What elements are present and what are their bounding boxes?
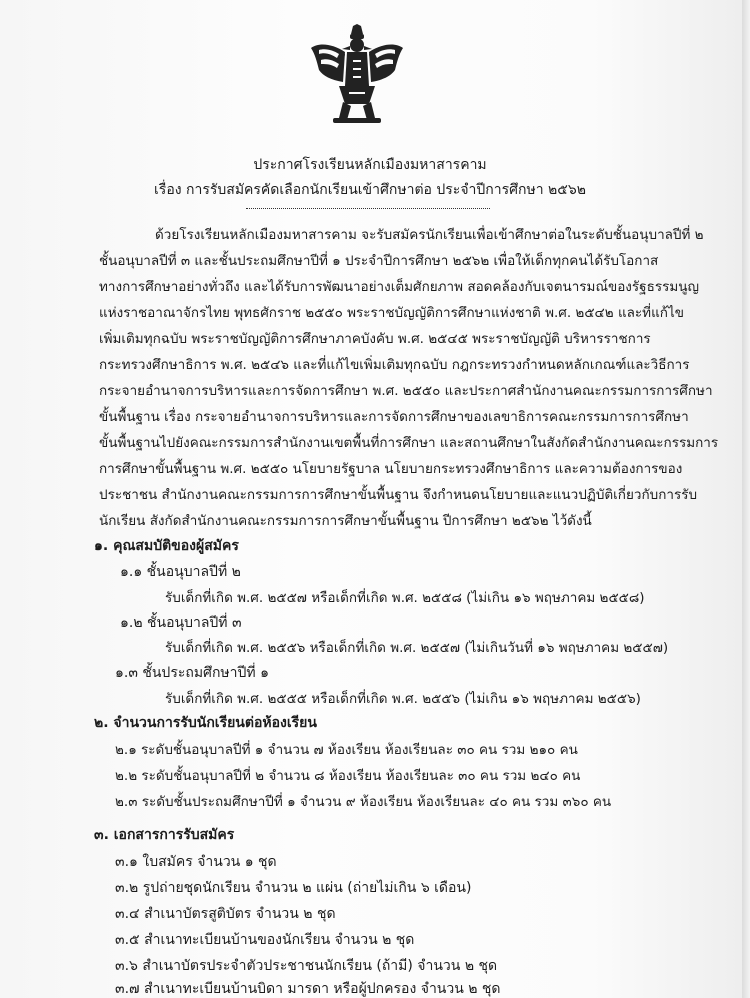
intro-line: ด้วยโรงเรียนหลักเมืองมหาสารคาม จะรับสมัครนักเรียนเพื่อเข้าศึกษาต่อในระดับชั้นอนุบาลปีที่ ๒ — [155, 227, 704, 243]
section1-item-label: ๑.๓ ชั้นประถมศึกษาปีที่ ๑ — [115, 665, 269, 681]
page-edge-shadow — [742, 0, 750, 998]
announcement-subject: เรื่อง การรับสมัครคัดเลือกนักเรียนเข้าศึกษาต่อ ประจำปีการศึกษา ๒๕๖๒ — [154, 182, 586, 198]
intro-line: เพิ่มเติมทุกฉบับ พระราชบัญญัติการศึกษาภาคบังคับ พ.ศ. ๒๕๔๕ พระราชบัญญัติ บริหารราชการ — [99, 331, 651, 347]
section3-item: ๓.๔ สำเนาบัตรสูติบัตร จำนวน ๒ ชุด — [115, 906, 336, 922]
intro-line: ชั้นอนุบาลปีที่ ๓ และชั้นประถมศึกษาปีที่ ๑ ประจำปีการศึกษา ๒๕๖๒ เพื่อให้เด็กทุกคนได้รับโอกาส — [99, 253, 659, 269]
intro-line: ประชาชน สำนักงานคณะกรรมการการศึกษาขั้นพื้นฐาน จึงกำหนดนโยบายและแนวปฏิบัติเกี่ยวกับการรับ — [99, 487, 698, 503]
section3-item: ๓.๗ สำเนาทะเบียนบ้านบิดา มารดา หรือผู้ปกครอง จำนวน ๒ ชุด — [115, 981, 501, 997]
section2-item: ๒.๒ ระดับชั้นอนุบาลปีที่ ๒ จำนวน ๘ ห้องเรียน ห้องเรียนละ ๓๐ คน รวม ๒๔๐ คน — [115, 768, 581, 784]
intro-line: กระจายอำนาจการบริหารและการจัดการศึกษา พ.ศ. ๒๕๕๐ และประกาศสำนักงานคณะกรรมการการศึกษา — [99, 383, 713, 399]
section3-item: ๓.๑ ใบสมัคร จำนวน ๑ ชุด — [115, 854, 277, 870]
section3-item: ๓.๕ สำเนาทะเบียนบ้านของนักเรียน จำนวน ๒ ชุด — [115, 932, 415, 948]
announcement-title: ประกาศโรงเรียนหลักเมืองมหาสารคาม — [253, 157, 487, 173]
section1-item-detail: รับเด็กที่เกิด พ.ศ. ๒๕๕๕ หรือเด็กที่เกิด พ.ศ. ๒๕๕๖ (ไม่เกิน ๑๖ พฤษภาคม ๒๕๕๖) — [165, 691, 641, 707]
intro-line: ขั้นพื้นฐาน เรื่อง กระจายอำนาจการบริหารและการจัดการศึกษาของเลขาธิการคณะกรรมการการศึกษา — [99, 409, 689, 425]
intro-line: ขั้นพื้นฐานไปยังคณะกรรมการสำนักงานเขตพื้นที่การศึกษา และสถานศึกษาในสังกัดสำนักงานคณะกรรมการ — [99, 435, 719, 451]
intro-line: กระทรวงศึกษาธิการ พ.ศ. ๒๕๔๖ และที่แก้ไขเพิ่มเติมทุกฉบับ กฎกระทรวงกำหนดหลักเกณฑ์และวิธีการ — [99, 357, 690, 373]
section1-item-label: ๑.๑ ชั้นอนุบาลปีที่ ๒ — [120, 564, 241, 580]
intro-line: นักเรียน สังกัดสำนักงานคณะกรรมการการศึกษาขั้นพื้นฐาน ปีการศึกษา ๒๕๖๒ ไว้ดังนี้ — [99, 513, 592, 529]
section3-item: ๓.๒ รูปถ่ายชุดนักเรียน จำนวน ๒ แผ่น (ถ่ายไม่เกิน ๖ เดือน) — [115, 880, 472, 896]
section2-item: ๒.๓ ระดับชั้นประถมศึกษาปีที่ ๑ จำนวน ๙ ห้องเรียน ห้องเรียนละ ๔๐ คน รวม ๓๖๐ คน — [115, 794, 612, 810]
garuda-emblem-icon — [309, 24, 405, 124]
section1-item-detail: รับเด็กที่เกิด พ.ศ. ๒๕๕๗ หรือเด็กที่เกิด พ.ศ. ๒๕๕๘ (ไม่เกิน ๑๖ พฤษภาคม ๒๕๕๘) — [165, 590, 645, 606]
section2-item: ๒.๑ ระดับชั้นอนุบาลปีที่ ๑ จำนวน ๗ ห้องเรียน ห้องเรียนละ ๓๐ คน รวม ๒๑๐ คน — [115, 742, 578, 758]
section3-heading: ๓. เอกสารการรับสมัคร — [94, 827, 235, 843]
section1-item-detail: รับเด็กที่เกิด พ.ศ. ๒๕๕๖ หรือเด็กที่เกิด พ.ศ. ๒๕๕๗ (ไม่เกินวันที่ ๑๖ พฤษภาคม ๒๕๕๗) — [165, 640, 669, 656]
section3-item: ๓.๖ สำเนาบัตรประจำตัวประชาชนนักเรียน (ถ้ามี) จำนวน ๒ ชุด — [115, 958, 498, 974]
intro-line: แห่งราชอาณาจักรไทย พุทธศักราช ๒๕๕๐ พระราชบัญญัติการศึกษาแห่งชาติ พ.ศ. ๒๕๔๒ และที่แก้ไข — [99, 305, 684, 321]
intro-line: ทางการศึกษาอย่างทั่วถึง และได้รับการพัฒนาอย่างเต็มศักยภาพ สอดคล้องกับเจตนารมณ์ของรัฐธรรมนูญ — [99, 279, 699, 295]
section2-heading: ๒. จำนวนการรับนักเรียนต่อห้องเรียน — [94, 715, 317, 731]
section1-heading: ๑. คุณสมบัติของผู้สมัคร — [94, 538, 239, 554]
intro-line: การศึกษาขั้นพื้นฐาน พ.ศ. ๒๕๕๐ นโยบายรัฐบาล นโยบายกระทรวงศึกษาธิการ และความต้องการของ — [99, 461, 683, 477]
title-divider — [246, 208, 490, 209]
section1-item-label: ๑.๒ ชั้นอนุบาลปีที่ ๓ — [120, 615, 242, 631]
